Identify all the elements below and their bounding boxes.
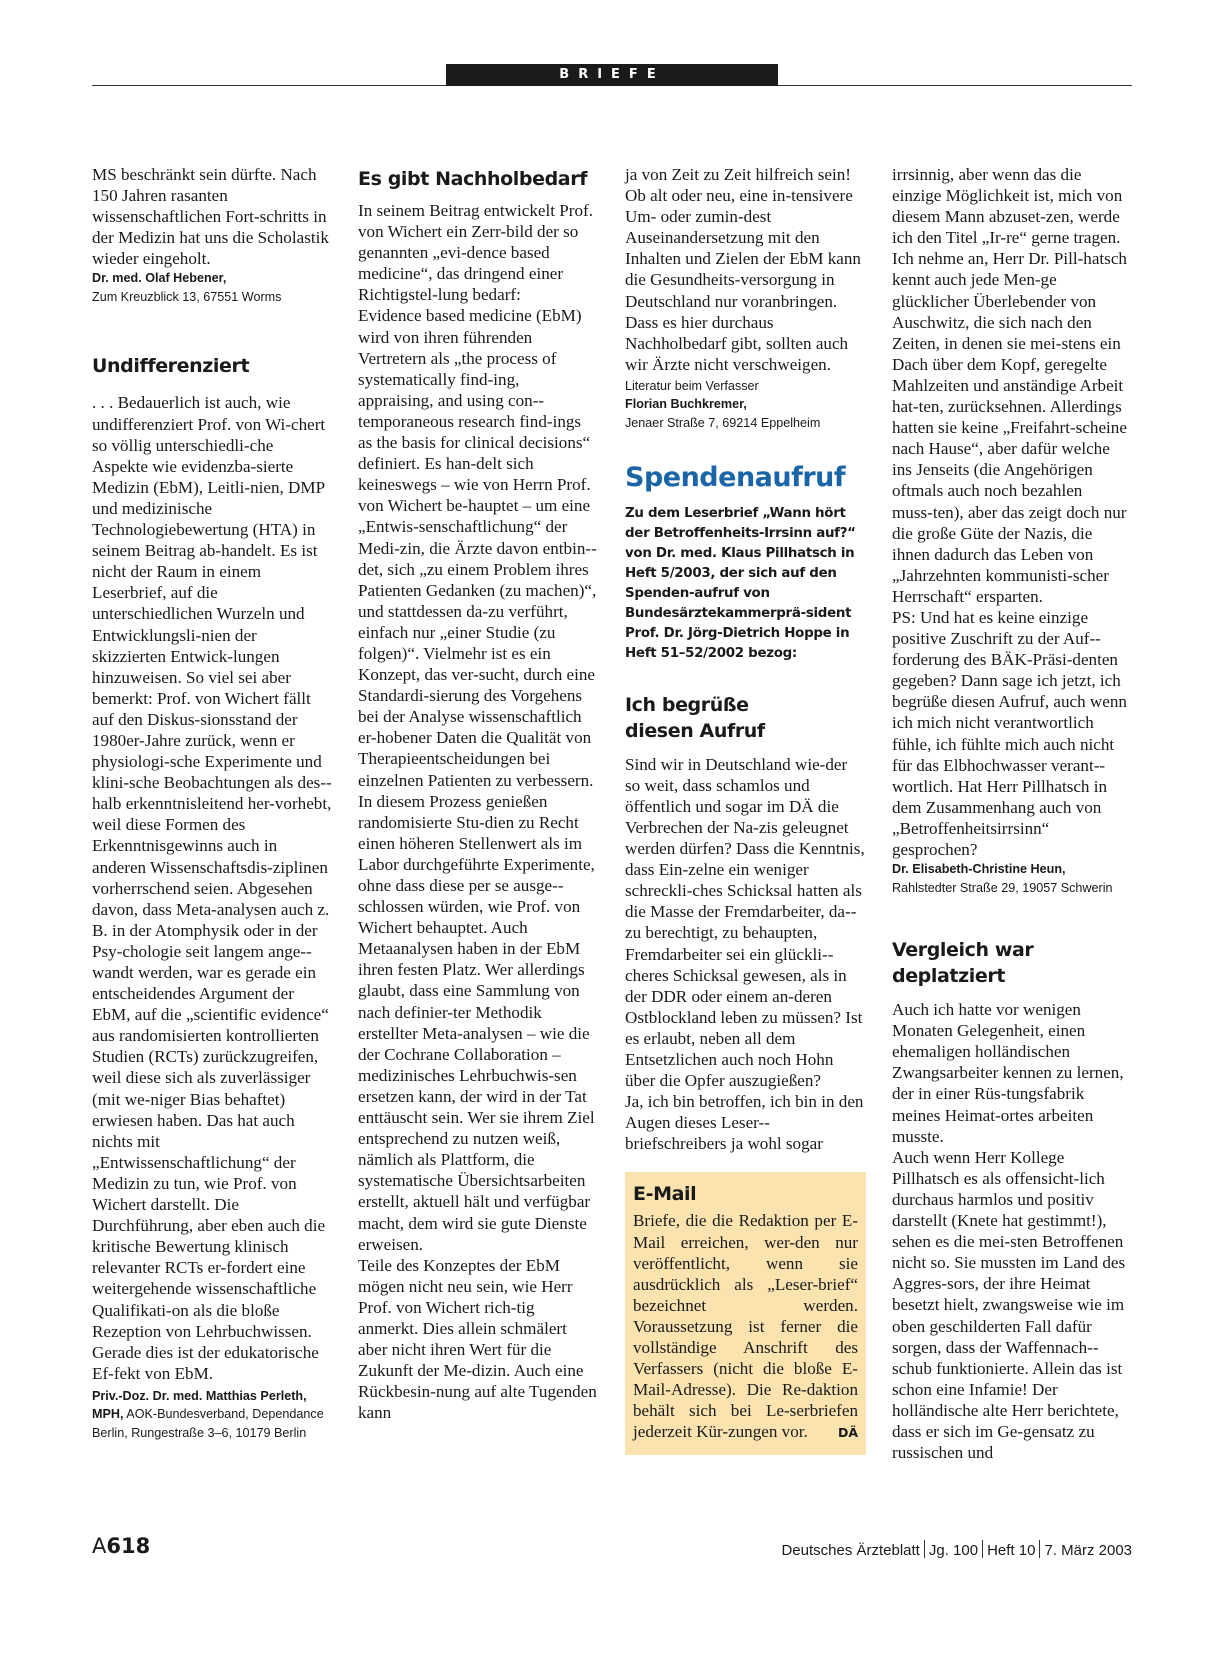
column-1 <box>92 164 332 1442</box>
journal-issue: Heft 10 <box>987 1542 1036 1559</box>
letter-heading: Undifferenziert <box>92 355 250 378</box>
letter-signature: Dr. med. Olaf Hebener, Zum Kreuzblick 13, 67551 Worms <box>92 271 282 304</box>
email-box-text: Briefe, die die Redaktion per E-Mail erreichen, wer-den nur veröffentlicht, wenn sie ausdrücklich als „Leser-brief“ bezeichnet werden. Voraussetzung ist ferner die vollständige Anschrift des Verfassers (nicht die bloße E-Mail-Adresse). Die Re-daktion behält sich bei Le-serbriefen jederzeit Kür-zungen vor. <box>633 1211 858 1442</box>
letter-text: MS beschränkt sein dürfte. Nach 150 Jahren rasanten wissenschaftlichen Fort-schritts in der Medizin hat uns die Scholastik wieder eingeholt. <box>92 165 329 269</box>
email-box-title: E-Mail <box>633 1183 697 1206</box>
letter-heading: Es gibt Nachholbedarf <box>358 168 588 190</box>
letter-signature: Dr. Elisabeth-Christine Heun, Rahlstedter Straße 29, 19057 Schwerin <box>892 862 1113 895</box>
letter-text: irrsinnig, aber wenn das die einzige Möglichkeit ist, mich von diesem Mann abzuset-zen, werde ich den Titel „Ir-re“ gerne tragen. <box>892 165 1123 248</box>
letter-text: Ja, ich bin betroffen, ich bin in den Augen dieses Leser-briefschreibers ja wohl sogar <box>625 1092 864 1154</box>
section-intro: Zu dem Leserbrief „Wann hört der Betroffenheits-Irrsinn auf?“ von Dr. med. Klaus Pillhatsch in Heft 5/2003, der sich auf den Spenden-aufruf von Bundesärztekammerprä-sident Prof. Dr. Jörg-Dietrich Hoppe in Heft 51–52/2002 bezog: <box>625 506 856 661</box>
journal-date: 7. März 2003 <box>1044 1542 1132 1559</box>
letter-signature: Priv.-Doz. Dr. med. Matthias Perleth, MPH, AOK-Bundesverband, Dependance Berlin, Rungestraße 3–6, 10179 Berlin <box>92 1388 324 1440</box>
letter-text: PS: Und hat es keine einzige positive Zuschrift zu der Auf-forderung des BÄK-Präsi-denten gegeben? Dann sage ich jetzt, ich begrüße diesen Aufruf, auch wenn ich mich nicht verantwortlich fühle, ich fühlte mich auch nicht für das Elbhochwasser verant-wortlich. Hat Herr Pillhatsch in dem Zusammenhang auch von „Betroffenheitsirrsinn“ gesprochen? <box>892 607 1127 859</box>
letter-text: In seinem Beitrag entwickelt Prof. von Wichert ein Zerr-bild der so genannten „evi-dence based medicine“, das dringend einer Richtigstel-lung bedarf: <box>358 201 593 305</box>
journal-name: Deutsches Ärzteblatt <box>781 1542 920 1559</box>
section-title: Spendenaufruf <box>625 462 846 494</box>
letter-text: Evidence based medicine (EbM) wird von ihren führenden Vertretern als „the process of systematically find-ing, appraising, and using con-temporaneous research find-ings as the basis for clinical decisions“ definiert. Es han-delt sich keineswegs – wie von Herrn Prof. von Wichert be-hauptet – um eine „Entwis-senschaftlichung“ der Medi-zin, die Ärzte davon entbin-det, sich „zu einem Problem ihres Patienten Gedanken (zu machen)“, und stattdessen da-zu verführt, einfach nur „einer Studie (zu folgen)“. Vielmehr ist es ein Konzept, das ver-sucht, durch eine Standardi-sierung des Vorgehens bei der Analyse wissenschaftlich er-hobener Daten die Qualität von Therapieentscheidungen bei einzelnen Patienten zu verbessern. In diesem Prozess genießen randomisierte Stu-dien zu Recht einen höheren Stellenwert als im Labor durchgeführte Experimente, ohne dass diese per se ausge-schlossen würden, wie Prof. von Wichert behauptet. Auch Metaanalysen haben in der EbM ihren festen Platz. Wer allerdings glaubt, dass eine Sammlung von nach definier-ter Methodik erstellter Meta-analysen – wie die der Cochrane Collaboration – medizinisches Lehrbuchwis-sen ersetzen kann, der wird in der Tat enttäuscht sein. Wer sie ihrem Ziel entsprechend zu nutzen weiß, nämlich als Plattform, die systematische Übersichtsarbeiten erstellt, aktuell hält und verfügbar macht, dem wird sie gute Dienste erweisen. <box>358 306 597 1254</box>
letter-heading: Ich begrüße diesen Aufruf <box>625 693 765 742</box>
column-2 <box>358 164 598 1423</box>
letter-text: Auch wenn Herr Kollege Pillhatsch es als offensicht-lich durchaus harmlos und positiv darstellt (Knete hat gestimmt!), sehen es die mei-sten Betroffenen nicht so. Sie mussten im Land des Aggres-sors, der ihre Heimat besetzt hielt, zwangsweise wie im oben geschilderten Fall dafür sorgen, dass der Waffennach-schub funktionierte. Allein das ist schon eine Infamie! Der holländische alte Herr berichtete, dass er sich im Ge-gensatz zu russischen und <box>892 1147 1126 1463</box>
section-rubric: BRIEFE <box>446 64 778 86</box>
letter-text: Auch ich hatte vor wenigen Monaten Gelegenheit, einen ehemaligen holländischen Zwangsarbeiter kennen zu lernen, der in einer Rüs-tungsfabrik meines Heimat-ortes arbeiten musste. <box>892 1000 1124 1146</box>
letter-signature: Florian Buchkremer, Jenaer Straße 7, 69214 Eppelheim <box>625 397 821 430</box>
letter-text: ja von Zeit zu Zeit hilfreich sein! Ob alt oder neu, eine in-tensivere Um- oder zumin-dest Auseinandersetzung mit den Inhalten und Zielen der EbM kann die Gesundheits-versorgung in Deutschland nur voranbringen. Dass es hier durchaus Nachholbedarf gibt, sollten auch wir Ärzte nicht verschweigen. <box>625 165 861 374</box>
column-3 <box>625 164 865 1455</box>
literature-note: Literatur beim Verfasser <box>625 378 759 393</box>
letter-heading: Vergleich war deplatziert <box>892 939 1034 988</box>
letter-text: . . . Bedauerlich ist auch, wie undifferenziert Prof. von Wi-chert so völlig unterschiedli-che Aspekte wie evidenzba-sierte Medizin (EbM), Leitli-nien, DMP und medizinische Technologiebewertung (HTA) in seinem Beitrag ab-handelt. Es ist nicht der Raum in einem Leserbrief, auf die unterschiedlichen Wurzeln und Entwicklungsli-nien der skizzierten Entwick-lungen hinzuweisen. So viel sei aber bemerkt: Prof. von Wichert fällt auf den Diskus-sionsstand der 1980er-Jahre zurück, wenn er physiologi-sche Experimente und klini-sche Beobachtungen als des-halb erkenntnisleitend her-vorhebt, weil diese Formen des Erkenntnisgewinns auch in anderen Wissenschaftsdis-ziplinen vorherrschend seien. Abgesehen davon, dass Meta-analysen auch z. B. in der Atomphysik oder in der Psy-chologie seit langem ange-wandt werden, war es gerade ein entscheidendes Argument der EbM, auf die „scientific evidence“ aus randomisierten kontrollierten Studien (RCTs) zurückzugreifen, weil diese sich als zuverlässiger (mit we-niger Bias behaftet) erwiesen haben. Das hat auch nichts mit „Entwissenschaftlichung“ der Medizin zu tun, wie Prof. von Wichert darstellt. Die Durchführung, aber eben auch die kritische Bewertung klinisch relevanter RCTs er-fordert eine weitergehende wissenschaftliche Qualifikati-on als die bloße Rezeption von Lehrbuchwissen. Gerade dies ist der edukatorische Ef-fekt von EbM. <box>92 393 332 1383</box>
letter-text: Ich nehme an, Herr Dr. Pill-hatsch kennt auch jede Men-ge glücklicher Überlebender von Auschwitz, die sich nach den Zeiten, in denen sie mei-stens ein Dach über dem Kopf, geregelte Mahlzeiten und anständige Arbeit hat-ten, zurücksehnen. Allerdings hatten sie keine „Freifahrt-scheine nach Hause“, aber dafür welche ins Jenseits (die Angehörigen oftmals auch noch bezahlen muss-ten), aber das zeigt doch nur die große Güte der Nazis, die ihnen dadurch das Leben von „Jahrzehnten kommunisti-scher Herrschaft“ ersparten. <box>892 249 1127 606</box>
email-box-signature: DÄ <box>837 1424 858 1440</box>
page-number: A618 <box>92 1534 151 1558</box>
letter-text: Sind wir in Deutschland wie-der so weit, dass schamlos und öffentlich und sogar im DÄ die Verbrechen der Na-zis geleugnet werden dürfen? Dass die Kenntnis, dass Ein-zelne ein weniger schreckli-ches Schicksal hatten als die Masse der Fremdarbeiter, da-zu berechtigt, zu behaupten, Fremdarbeiter sei ein glückli-cheres Schicksal gewesen, als in der DDR oder einem an-deren Ostblockland leben zu müssen? Ist es erlaubt, neben all dem Entsetzlichen auch noch Hohn über die Opfer auszugießen? <box>625 754 865 1091</box>
journal-volume: Jg. 100 <box>928 1542 979 1559</box>
column-4 <box>892 164 1132 1463</box>
email-info-box <box>625 1172 866 1454</box>
footer-citation <box>781 1540 1132 1559</box>
letter-text: Teile des Konzeptes der EbM mögen nicht neu sein, wie Herr Prof. von Wichert rich-tig anmerkt. Dies allein schmälert aber nicht ihren Wert für die Zukunft der Me-dizin. Auch eine Rückbesin-nung auf alte Tugenden kann <box>358 1255 597 1423</box>
